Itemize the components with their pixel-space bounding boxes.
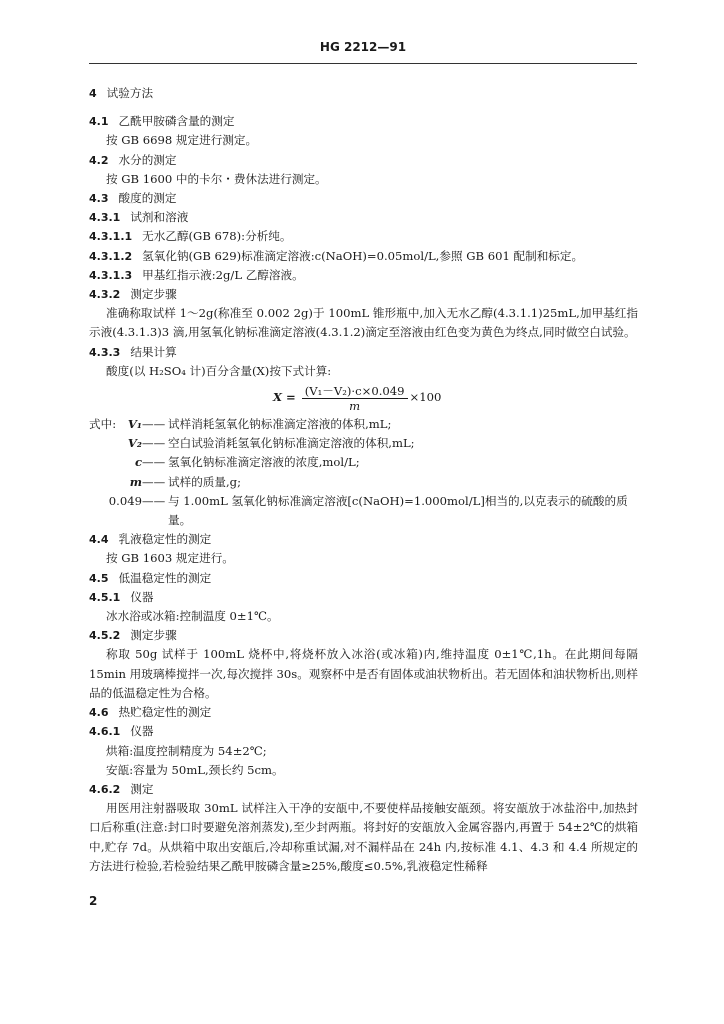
calculation-intro: 酸度(以 H₂SO₄ 计)百分含量(X)按下式计算: — [106, 363, 332, 378]
section-text: 甲基红指示液:2g/L 乙醇溶液。 — [142, 267, 304, 282]
section-title: 乙酰甲胺磷含量的测定 — [118, 114, 235, 129]
section-4-2-heading — [89, 151, 638, 170]
document-body — [89, 84, 638, 876]
section-number: 4.3.1 — [89, 211, 121, 225]
section-4-2-body: 按 GB 1600 中的卡尔・费休法进行测定。 — [106, 171, 327, 186]
variable-symbol: c — [134, 455, 142, 470]
section-title: 水分的测定 — [118, 152, 177, 167]
section-title: 乳液稳定性的测定 — [118, 532, 212, 547]
section-4-4-heading — [89, 530, 638, 549]
variable-definition — [89, 473, 638, 492]
definition-dash: —— — [142, 417, 166, 432]
section-number: 4.4 — [89, 533, 109, 547]
section-4-3-2-body: 准确称取试样 1～2g(称准至 0.002 2g)于 100mL 锥形瓶中,加入无水乙醇(4.3.1.1)25mL,加甲基红指示液(4.3.1.3)3 滴,用氢氧化钠标准滴定溶液(4.3.1.2)滴定至溶液由红色变为黄色为终点,同时做空白试验。 — [89, 306, 638, 340]
section-4-3-1-2 — [89, 247, 638, 266]
variable-description: 试样的质量,g; — [168, 474, 241, 489]
section-4-5-heading — [89, 569, 638, 588]
section-4-3-1-heading — [89, 208, 638, 227]
section-title: 酸度的测定 — [118, 191, 177, 206]
section-4-6-heading — [89, 703, 638, 722]
header-rule — [89, 63, 637, 64]
variable-description: 试样消耗氢氧化钠标准滴定溶液的体积,mL; — [168, 417, 392, 432]
definition-dash: —— — [142, 474, 166, 489]
section-4-3-1-3 — [89, 266, 638, 285]
variable-definition — [89, 415, 638, 434]
where-label: 式中: — [89, 417, 117, 432]
section-number: 4 — [89, 87, 97, 100]
formula-denominator: m — [349, 398, 361, 413]
definition-dash: —— — [142, 436, 166, 451]
section-4-6-1-ampoule: 安瓿:容量为 50mL,颈长约 5cm。 — [106, 762, 284, 777]
section-title: 试验方法 — [106, 86, 154, 100]
section-4-1-heading — [89, 112, 638, 131]
section-4-1-body: 按 GB 6698 规定进行测定。 — [106, 133, 258, 148]
section-title: 测定 — [130, 781, 154, 796]
section-4-3-3-heading — [89, 343, 638, 362]
section-number: 4.6 — [89, 706, 109, 720]
variable-description: 氢氧化钠标准滴定溶液的浓度,mol/L; — [168, 455, 360, 470]
section-title: 测定步骤 — [130, 287, 177, 302]
section-4-3-heading — [89, 189, 638, 208]
section-number: 4.5 — [89, 571, 109, 585]
formula-fraction — [302, 384, 408, 413]
section-number: 4.3 — [89, 192, 109, 206]
section-4-5-2-body: 称取 50g 试样于 100mL 烧杯中,将烧杯放入冰浴(或冰箱)内,维持温度 0±1℃,1h。在此期间每隔 15min 用玻璃棒搅拌一次,每次搅拌 30s。观察杯中是否有固体或油状物析出。若无固体和油状物析出,则样品的低温稳定性为合格。 — [89, 647, 638, 700]
section-4-5-1-body: 冰水浴或冰箱:控制温度 0±1℃。 — [106, 609, 279, 624]
section-number: 4.3.3 — [89, 345, 121, 359]
section-4-5-1-heading — [89, 588, 638, 607]
variable-symbol: 0.049 — [108, 493, 142, 508]
section-4-6-1-oven: 烘箱:温度控制精度为 54±2℃; — [106, 743, 267, 758]
variable-description: 空白试验消耗氢氧化钠标准滴定溶液的体积,mL; — [168, 436, 415, 451]
section-title: 试剂和溶液 — [130, 210, 189, 225]
variable-description: 与 1.00mL 氢氧化钠标准滴定溶液[c(NaOH)=1.000mol/L]相当的,以克表示的硫酸的质量。 — [168, 493, 628, 528]
variable-symbol: m — [129, 474, 142, 489]
definition-dash: —— — [142, 493, 166, 508]
section-4-3-1-1 — [89, 227, 638, 246]
variable-symbol: V₁ — [127, 417, 142, 432]
section-number: 4.2 — [89, 153, 109, 167]
section-number: 4.3.2 — [89, 288, 121, 302]
section-number: 4.3.1.2 — [89, 249, 133, 263]
variable-definition — [89, 434, 638, 453]
section-text: 无水乙醇(GB 678):分析纯。 — [142, 229, 292, 244]
section-4-3-2-heading — [89, 285, 638, 304]
section-title: 仪器 — [130, 724, 154, 739]
section-number: 4.3.1.3 — [89, 268, 133, 282]
section-4-heading — [89, 84, 638, 103]
section-title: 结果计算 — [130, 344, 177, 359]
formula-lhs: X = — [273, 390, 296, 405]
definition-dash: —— — [142, 455, 166, 470]
section-title: 测定步骤 — [130, 628, 177, 643]
document-code-header: HG 2212—91 — [319, 40, 407, 54]
variable-symbol: V₂ — [127, 436, 142, 451]
section-number: 4.5.2 — [89, 629, 121, 643]
section-title: 热贮稳定性的测定 — [118, 705, 212, 720]
section-number: 4.6.2 — [89, 782, 121, 796]
page-number: 2 — [89, 894, 98, 908]
section-number: 4.5.1 — [89, 590, 121, 604]
section-title: 仪器 — [130, 589, 154, 604]
section-4-6-2-body: 用医用注射器吸取 30mL 试样注入干净的安瓿中,不要使样品接触安瓿颈。将安瓿放于冰盐浴中,加热封口后称重(注意:封口时要避免溶剂蒸发),至少封两瓶。将封好的安瓿放入金属容器内,再置于 54±2℃的烘箱中,贮存 7d。从烘箱中取出安瓿后,冷却称重试漏,对不漏样品在 24h 内,按标准 4.1、4.3 和 4.4 所规定的方法进行检验,若检验结果乙酰甲胺磷含量≥25%,酸度≤0.5%,乳液稳定性稀释 — [89, 801, 638, 873]
section-number: 4.6.1 — [89, 725, 121, 739]
section-4-5-2-heading — [89, 626, 638, 645]
variable-definition — [89, 453, 638, 472]
section-text: 氢氧化钠(GB 629)标准滴定溶液:c(NaOH)=0.05mol/L,参照 GB 601 配制和标定。 — [142, 248, 584, 263]
section-number: 4.1 — [89, 115, 109, 129]
variable-definition — [89, 492, 638, 530]
section-title: 低温稳定性的测定 — [118, 570, 212, 585]
section-4-6-1-heading — [89, 722, 638, 741]
formula-numerator: (V₁－V₂)·c×0.049 — [302, 384, 408, 399]
section-4-4-body: 按 GB 1603 规定进行。 — [106, 551, 234, 566]
acidity-formula — [273, 383, 638, 413]
section-number: 4.3.1.1 — [89, 230, 133, 244]
formula-rhs: ×100 — [409, 390, 442, 405]
section-4-6-2-heading — [89, 780, 638, 799]
